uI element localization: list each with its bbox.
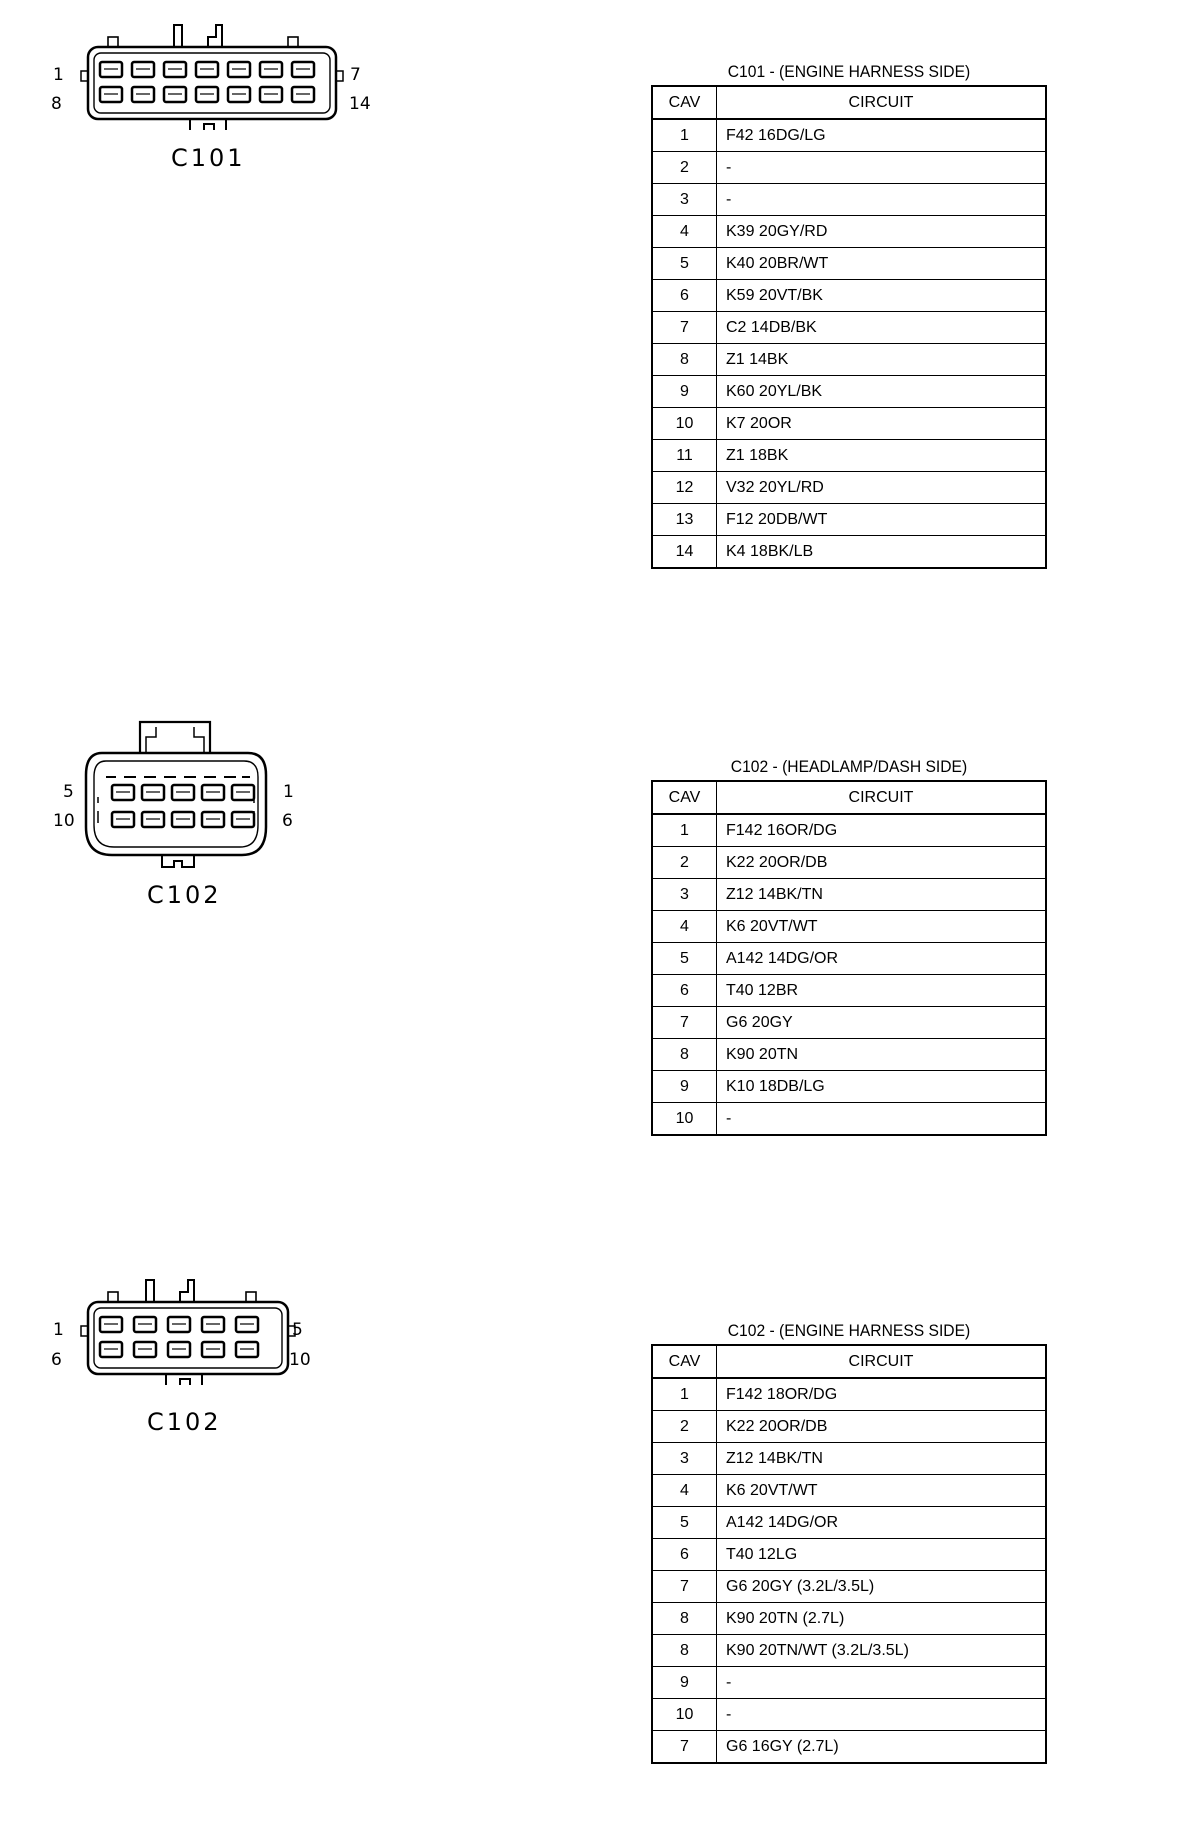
connector-c101-diagram bbox=[70, 20, 370, 130]
circuit-cell: K90 20TN bbox=[717, 1039, 1047, 1071]
circuit-cell: - bbox=[717, 1667, 1047, 1699]
table-row bbox=[652, 536, 1046, 569]
circuit-cell: F12 20DB/WT bbox=[717, 504, 1047, 536]
c101-engine-harness-table-block bbox=[651, 59, 1047, 569]
cav-cell: 6 bbox=[652, 280, 717, 312]
cav-cell: 6 bbox=[652, 975, 717, 1007]
table-row bbox=[652, 1475, 1046, 1507]
c102-headlamp-dash-table bbox=[651, 780, 1047, 1136]
cav-cell: 2 bbox=[652, 152, 717, 184]
cav-cell: 13 bbox=[652, 504, 717, 536]
table-row bbox=[652, 280, 1046, 312]
c102-headlamp-pin-number-top-right: 1 bbox=[283, 782, 294, 802]
circuit-cell: G6 20GY (3.2L/3.5L) bbox=[717, 1571, 1047, 1603]
table-row bbox=[652, 1378, 1046, 1411]
cav-cell: 7 bbox=[652, 1007, 717, 1039]
c102-engine-harness-table-block bbox=[651, 1318, 1047, 1764]
table-row bbox=[652, 1411, 1046, 1443]
cav-cell: 7 bbox=[652, 1731, 717, 1764]
c102-engine-pin-number-bottom-right: 10 bbox=[289, 1350, 311, 1370]
c102-engine-harness-table bbox=[651, 1344, 1047, 1764]
table-row bbox=[652, 1039, 1046, 1071]
circuit-cell: K10 18DB/LG bbox=[717, 1071, 1047, 1103]
cav-cell: 9 bbox=[652, 1071, 717, 1103]
table-row bbox=[652, 216, 1046, 248]
circuit-cell: K60 20YL/BK bbox=[717, 376, 1047, 408]
table-title: C102 - (ENGINE HARNESS SIDE) bbox=[727, 1321, 971, 1340]
circuit-cell: K4 18BK/LB bbox=[717, 536, 1047, 569]
table-row bbox=[652, 184, 1046, 216]
cav-cell: 3 bbox=[652, 1443, 717, 1475]
circuit-cell: G6 20GY bbox=[717, 1007, 1047, 1039]
connector-c102-engine-drawing bbox=[70, 1275, 300, 1385]
cav-cell: 2 bbox=[652, 847, 717, 879]
circuit-cell: K6 20VT/WT bbox=[717, 911, 1047, 943]
table-header-row bbox=[652, 86, 1046, 119]
table-row bbox=[652, 1731, 1046, 1764]
cav-cell: 3 bbox=[652, 184, 717, 216]
table-row bbox=[652, 847, 1046, 879]
table-row bbox=[652, 119, 1046, 152]
circuit-cell: - bbox=[717, 1103, 1047, 1136]
c102-headlamp-connector-label: C102 bbox=[147, 881, 222, 909]
circuit-cell: - bbox=[717, 152, 1047, 184]
circuit-cell: K59 20VT/BK bbox=[717, 280, 1047, 312]
c101-pin-number-bottom-left: 8 bbox=[51, 94, 62, 114]
circuit-cell: Z12 14BK/TN bbox=[717, 879, 1047, 911]
c101-pin-number-top-left: 1 bbox=[53, 65, 64, 85]
c102-headlamp-pin-number-bottom-left: 10 bbox=[53, 811, 75, 831]
table-row bbox=[652, 911, 1046, 943]
table-row bbox=[652, 1571, 1046, 1603]
table-row bbox=[652, 1699, 1046, 1731]
c102-headlamp-dash-table-block bbox=[651, 754, 1047, 1136]
c102-engine-pin-number-top-left: 1 bbox=[53, 1320, 64, 1340]
table-row bbox=[652, 1667, 1046, 1699]
table-row bbox=[652, 504, 1046, 536]
c101-pin-number-bottom-right: 14 bbox=[349, 94, 371, 114]
table-row bbox=[652, 1635, 1046, 1667]
cav-cell: 8 bbox=[652, 344, 717, 376]
cav-cell: 9 bbox=[652, 1667, 717, 1699]
cav-cell: 11 bbox=[652, 440, 717, 472]
circuit-column-header: CIRCUIT bbox=[717, 781, 1047, 814]
cav-cell: 1 bbox=[652, 119, 717, 152]
circuit-cell: A142 14DG/OR bbox=[717, 1507, 1047, 1539]
table-row bbox=[652, 1071, 1046, 1103]
table-row bbox=[652, 152, 1046, 184]
table-row bbox=[652, 408, 1046, 440]
table-header-row bbox=[652, 1345, 1046, 1378]
c101-connector-label: C101 bbox=[171, 144, 246, 172]
table-row bbox=[652, 344, 1046, 376]
cav-cell: 10 bbox=[652, 1103, 717, 1136]
c101-pin-number-top-right: 7 bbox=[350, 65, 361, 85]
table-row bbox=[652, 248, 1046, 280]
circuit-cell: Z12 14BK/TN bbox=[717, 1443, 1047, 1475]
circuit-cell: K40 20BR/WT bbox=[717, 248, 1047, 280]
cav-cell: 8 bbox=[652, 1039, 717, 1071]
table-title: C101 - (ENGINE HARNESS SIDE) bbox=[727, 62, 971, 81]
cav-cell: 1 bbox=[652, 814, 717, 847]
cav-cell: 9 bbox=[652, 376, 717, 408]
circuit-cell: V32 20YL/RD bbox=[717, 472, 1047, 504]
cav-cell: 4 bbox=[652, 216, 717, 248]
connector-c102-headlamp-diagram bbox=[82, 715, 302, 875]
table-row bbox=[652, 472, 1046, 504]
table-row bbox=[652, 814, 1046, 847]
table-row bbox=[652, 440, 1046, 472]
table-row bbox=[652, 1603, 1046, 1635]
cav-cell: 8 bbox=[652, 1635, 717, 1667]
circuit-column-header: CIRCUIT bbox=[717, 86, 1047, 119]
circuit-cell: Z1 14BK bbox=[717, 344, 1047, 376]
circuit-cell: F42 16DG/LG bbox=[717, 119, 1047, 152]
circuit-cell: G6 16GY (2.7L) bbox=[717, 1731, 1047, 1764]
cav-cell: 4 bbox=[652, 1475, 717, 1507]
circuit-cell: - bbox=[717, 1699, 1047, 1731]
table-row bbox=[652, 312, 1046, 344]
table-row bbox=[652, 975, 1046, 1007]
table-row bbox=[652, 879, 1046, 911]
circuit-cell: A142 14DG/OR bbox=[717, 943, 1047, 975]
table-row bbox=[652, 1539, 1046, 1571]
circuit-cell: K6 20VT/WT bbox=[717, 1475, 1047, 1507]
cav-cell: 10 bbox=[652, 1699, 717, 1731]
circuit-cell: K22 20OR/DB bbox=[717, 847, 1047, 879]
cav-cell: 7 bbox=[652, 1571, 717, 1603]
circuit-cell: K7 20OR bbox=[717, 408, 1047, 440]
cav-cell: 4 bbox=[652, 911, 717, 943]
cav-cell: 5 bbox=[652, 943, 717, 975]
table-title: C102 - (HEADLAMP/DASH SIDE) bbox=[730, 757, 968, 776]
circuit-cell: C2 14DB/BK bbox=[717, 312, 1047, 344]
circuit-cell: K90 20TN/WT (3.2L/3.5L) bbox=[717, 1635, 1047, 1667]
circuit-cell: T40 12LG bbox=[717, 1539, 1047, 1571]
c101-engine-harness-table bbox=[651, 85, 1047, 569]
table-row bbox=[652, 1103, 1046, 1136]
cav-cell: 2 bbox=[652, 1411, 717, 1443]
connector-c102-engine-diagram bbox=[70, 1275, 300, 1385]
circuit-cell: K39 20GY/RD bbox=[717, 216, 1047, 248]
table-row bbox=[652, 1507, 1046, 1539]
table-row bbox=[652, 1007, 1046, 1039]
cav-cell: 7 bbox=[652, 312, 717, 344]
circuit-column-header: CIRCUIT bbox=[717, 1345, 1047, 1378]
circuit-cell: F142 18OR/DG bbox=[717, 1378, 1047, 1411]
cav-cell: 5 bbox=[652, 248, 717, 280]
table-row bbox=[652, 1443, 1046, 1475]
circuit-cell: K22 20OR/DB bbox=[717, 1411, 1047, 1443]
circuit-cell: T40 12BR bbox=[717, 975, 1047, 1007]
circuit-cell: - bbox=[717, 184, 1047, 216]
cav-cell: 5 bbox=[652, 1507, 717, 1539]
table-row bbox=[652, 376, 1046, 408]
circuit-cell: F142 16OR/DG bbox=[717, 814, 1047, 847]
c102-headlamp-pin-number-top-left: 5 bbox=[63, 782, 74, 802]
cav-column-header: CAV bbox=[652, 1345, 717, 1378]
cav-cell: 6 bbox=[652, 1539, 717, 1571]
circuit-cell: Z1 18BK bbox=[717, 440, 1047, 472]
table-row bbox=[652, 943, 1046, 975]
circuit-cell: K90 20TN (2.7L) bbox=[717, 1603, 1047, 1635]
table-header-row bbox=[652, 781, 1046, 814]
cav-cell: 1 bbox=[652, 1378, 717, 1411]
connector-c101-drawing bbox=[70, 20, 370, 130]
cav-column-header: CAV bbox=[652, 86, 717, 119]
cav-cell: 12 bbox=[652, 472, 717, 504]
c102-engine-pin-number-top-right: 5 bbox=[292, 1320, 303, 1340]
cav-cell: 8 bbox=[652, 1603, 717, 1635]
cav-cell: 10 bbox=[652, 408, 717, 440]
c102-engine-connector-label: C102 bbox=[147, 1408, 222, 1436]
connector-c102-headlamp-drawing bbox=[82, 715, 302, 875]
c102-headlamp-pin-number-bottom-right: 6 bbox=[282, 811, 293, 831]
cav-cell: 14 bbox=[652, 536, 717, 569]
cav-cell: 3 bbox=[652, 879, 717, 911]
cav-column-header: CAV bbox=[652, 781, 717, 814]
c102-engine-pin-number-bottom-left: 6 bbox=[51, 1350, 62, 1370]
